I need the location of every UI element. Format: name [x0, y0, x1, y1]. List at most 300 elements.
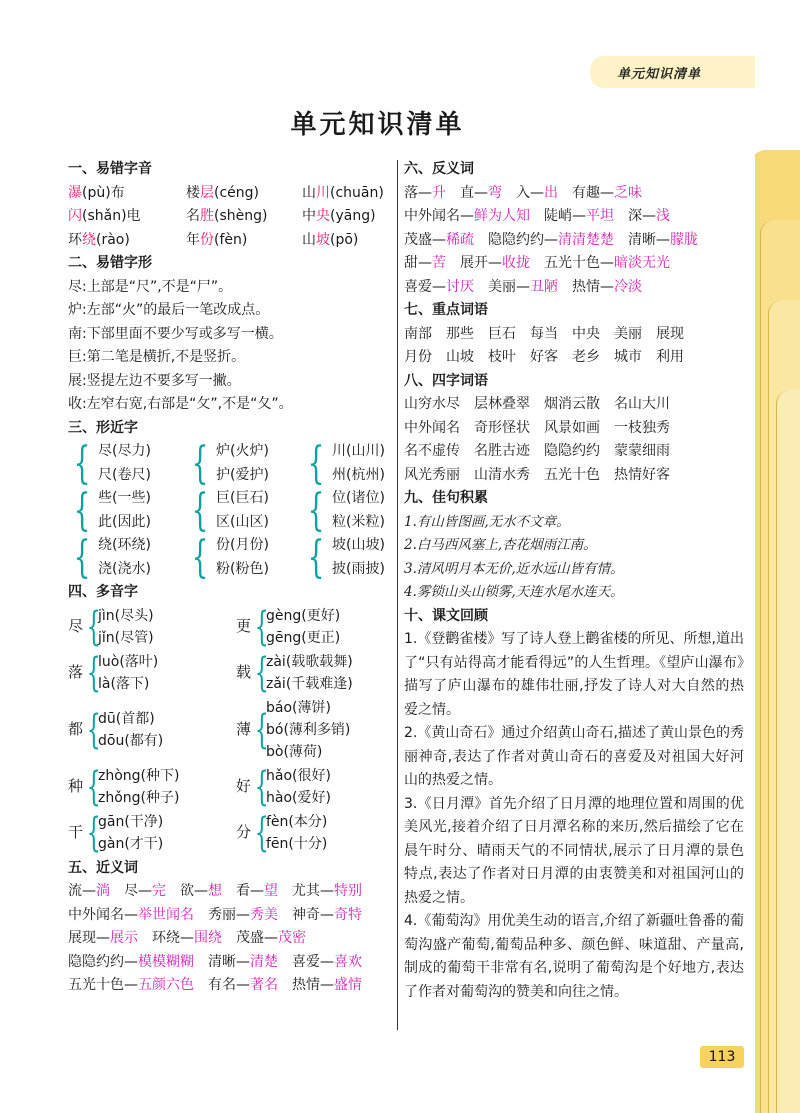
dash: —	[600, 255, 614, 271]
polyphone-item	[236, 697, 392, 763]
synonyms	[68, 880, 392, 998]
pronunciation-item	[302, 229, 392, 253]
plain-char: 山	[302, 231, 316, 248]
dash: —	[180, 930, 194, 946]
brace-icon: {	[86, 706, 101, 753]
spacer	[278, 977, 292, 993]
word: 五光十色	[544, 255, 600, 271]
word: 陡峭	[544, 208, 572, 224]
idiom-line: 山穷水尽 层林叠翠 烟消云散 名山大川	[404, 396, 670, 412]
brace-icon: {	[254, 809, 269, 856]
spacer	[138, 930, 152, 946]
word: 隐隐约约	[68, 953, 124, 970]
polyphone-char: 都	[68, 719, 84, 738]
reading: luò(落叶)	[98, 653, 159, 670]
word-pair-row	[68, 880, 392, 904]
paired-word: 著名	[250, 977, 278, 993]
spacer	[278, 883, 292, 899]
polyphone-readings	[266, 605, 340, 649]
similar-word: 区(山区)	[216, 513, 269, 530]
reading: jǐn(尽管)	[98, 629, 154, 646]
dash: —	[642, 208, 656, 224]
word: 隐隐约约	[488, 231, 544, 248]
paired-word: 盛情	[334, 977, 362, 993]
polyphone-readings	[98, 651, 158, 695]
pair-items	[332, 534, 385, 581]
polyphone-item	[68, 651, 236, 695]
similar-pair	[302, 531, 392, 583]
polyphone-char: 更	[236, 616, 252, 635]
word: 展开	[460, 255, 488, 271]
word-line: 月份 山坡 枝叶 好客 老乡 城市 利用	[404, 349, 684, 365]
word: 尽	[124, 883, 138, 899]
paired-word: 秀美	[250, 906, 278, 923]
dash: —	[432, 231, 446, 248]
paired-word: 收拢	[502, 255, 530, 271]
similar-pair	[68, 437, 186, 489]
section-heading: 九、佳句积累	[404, 490, 488, 506]
similar-word: 些(一些)	[98, 490, 151, 506]
dash: —	[124, 906, 138, 923]
dash: —	[320, 953, 334, 970]
pronunciation-item	[68, 229, 186, 253]
polyphone-readings	[98, 708, 163, 752]
spacer	[222, 930, 236, 946]
word: 流	[68, 883, 82, 899]
sentence-line: 4.雾锁山头山锁雾,天连水尾水连天。	[404, 584, 624, 600]
polyphone-item	[236, 605, 392, 649]
similar-pair	[186, 531, 302, 583]
polyphone-item	[68, 605, 236, 649]
word: 热情	[292, 977, 320, 993]
word: 中外闻名	[68, 906, 124, 923]
reading: báo(薄饼)	[266, 699, 331, 716]
paired-word: 奇特	[334, 906, 362, 923]
similar-word: 粉(粉色)	[216, 560, 269, 577]
dash: —	[432, 278, 446, 295]
polyphone-item	[236, 811, 392, 855]
paired-word: 围绕	[194, 930, 222, 946]
page-title: 单元知识清单	[290, 110, 465, 140]
dash: —	[544, 231, 558, 248]
similar-word: 此(因此)	[98, 513, 151, 530]
polyphone-char: 薄	[236, 719, 252, 738]
word: 直	[460, 184, 474, 201]
word: 欲	[180, 883, 194, 899]
highlight-char: 层	[200, 184, 214, 201]
highlight-char: 份	[200, 231, 214, 248]
dash: —	[600, 278, 614, 295]
spacer	[530, 255, 544, 271]
dash: —	[124, 977, 138, 993]
pronunciation-item	[68, 205, 186, 229]
review-paragraph: 3.《日月潭》首先介绍了日月潭的地理位置和周围的优美风光,接着介绍了日月潭名称的来历,然后描绘了它在晨午时分、晴雨天气的不同情状,展示了日月潭的景色特点,表达了作者对日月潭的由衷赞美和对祖国河山的热爱之情。	[404, 795, 744, 906]
pinyin: (yāng)	[330, 208, 376, 224]
brace-icon: {	[73, 437, 91, 489]
review-paragraph: 2.《黄山奇石》通过介绍黄山奇石,描述了黄山景色的秀丽神奇,表达了作者对黄山奇石的喜爱及对祖国大好河山的热爱之情。	[404, 725, 744, 788]
paired-word: 茂密	[278, 930, 306, 946]
polyphone-item	[68, 765, 236, 809]
polyphone-char: 干	[68, 822, 84, 841]
highlight-char: 川	[316, 184, 330, 201]
brace-icon: {	[254, 763, 269, 810]
pronunciation-list	[68, 182, 392, 253]
polyphone-item	[68, 697, 236, 763]
similar-row	[68, 484, 392, 536]
section-heading: 七、重点词语	[404, 302, 488, 318]
similar-word: 巨(巨石)	[216, 490, 269, 506]
pronunciation-row	[68, 229, 392, 253]
polyphone-char: 分	[236, 822, 252, 841]
spacer	[110, 883, 124, 899]
similar-word: 护(爱护)	[216, 466, 269, 483]
form-note: 巨:第二笔是横折,不是竖折。	[68, 349, 246, 365]
brace-icon: {	[73, 484, 91, 536]
word: 秀丽	[208, 906, 236, 923]
sentences	[404, 511, 744, 605]
spacer	[558, 279, 572, 295]
word: 五光十色	[68, 977, 124, 993]
similar-word: 炉(火炉)	[216, 443, 269, 459]
word: 尤其	[292, 883, 320, 899]
text-review	[404, 628, 744, 1004]
reading: fēn(十分)	[266, 835, 328, 852]
word-pair-row	[404, 252, 744, 276]
word: 有趣	[572, 184, 600, 201]
sentence-line: 3.清风明月本无价,近水远山皆有情。	[404, 560, 624, 577]
pair-items	[98, 440, 151, 487]
form-note: 收:左窄右宽,右部是“攵”,不是“夂”。	[68, 396, 293, 412]
dash: —	[320, 977, 334, 993]
pronunciation-item	[186, 205, 302, 229]
spacer	[558, 185, 572, 201]
dash: —	[516, 278, 530, 295]
spacer	[166, 883, 180, 899]
polyphone-readings	[266, 697, 350, 763]
paired-word: 弯	[488, 184, 502, 201]
plain-char: 楼	[186, 184, 200, 201]
reading: gèng(更好)	[266, 607, 341, 624]
paired-word: 淌	[96, 883, 110, 899]
polyphone-item	[68, 811, 236, 855]
pronunciation-item	[302, 205, 392, 229]
paired-word: 出	[544, 184, 558, 201]
reading: hào(爱好)	[266, 789, 331, 806]
word-pair-row	[404, 276, 744, 300]
section-heading: 五、近义词	[68, 859, 138, 876]
polyphone-item	[236, 765, 392, 809]
polyphone-char: 落	[68, 662, 84, 681]
paired-word: 升	[432, 184, 446, 201]
word: 展现	[68, 930, 96, 946]
paired-word: 完	[152, 883, 166, 899]
reading: gàn(才干)	[98, 835, 164, 852]
paired-word: 清清楚楚	[558, 231, 614, 248]
word: 环绕	[152, 930, 180, 946]
word-pair-row	[68, 904, 392, 928]
polyphone-readings	[266, 651, 353, 695]
antonyms	[404, 182, 744, 300]
dash: —	[460, 208, 474, 224]
pair-items	[98, 487, 151, 534]
section-heading: 一、易错字音	[68, 161, 152, 177]
brace-icon: {	[191, 437, 209, 489]
brace-icon: {	[307, 531, 325, 583]
similar-word: 披(雨披)	[332, 560, 385, 577]
dash: —	[236, 906, 250, 923]
spacer	[474, 232, 488, 248]
paired-word: 想	[208, 883, 222, 899]
word-pair-row	[404, 205, 744, 229]
word: 热情	[572, 278, 600, 295]
spacer	[194, 954, 208, 970]
word-pair-row	[404, 229, 744, 253]
right-column	[404, 158, 744, 1004]
word: 喜爱	[404, 278, 432, 295]
review-paragraph: 1.《登鹳雀楼》写了诗人登上鹳雀楼的所见、所想,道出了“只有站得高才能看得远”的人生哲理。《望庐山瀑布》描写了庐山瀑布的雄伟壮丽,抒发了诗人对大自然的热爱之情。	[404, 631, 744, 718]
word: 甜	[404, 255, 418, 271]
dash: —	[194, 883, 208, 899]
left-column	[68, 158, 392, 998]
sentence-line: 2.白马西风塞上,杏花烟雨江南。	[404, 537, 597, 553]
reading: bó(薄利多销)	[266, 721, 351, 738]
pinyin: (chuān)	[330, 184, 384, 201]
dash: —	[474, 184, 488, 201]
word-pair-row	[404, 182, 744, 206]
similar-word: 尺(卷尺)	[98, 466, 151, 483]
spacer	[614, 208, 628, 224]
spacer	[194, 977, 208, 993]
brace-icon: {	[307, 437, 325, 489]
polyphone-readings	[98, 765, 179, 809]
similar-row	[68, 531, 392, 583]
similar-word: 州(杭州)	[332, 466, 385, 483]
similar-word: 川(山川)	[332, 443, 385, 459]
word: 茂盛	[404, 231, 432, 248]
dash: —	[320, 883, 334, 899]
key-words	[404, 323, 744, 370]
polyphone-char: 好	[236, 776, 252, 795]
paired-word: 丑陋	[530, 278, 558, 295]
pair-items	[332, 440, 385, 487]
polyphone-readings	[98, 605, 154, 649]
pinyin: (shèng)	[214, 208, 268, 224]
reading: dū(首都)	[98, 710, 155, 727]
similar-pair	[302, 437, 392, 489]
polyphone-readings	[98, 811, 163, 855]
pronunciation-item	[186, 229, 302, 253]
pinyin: (rào)	[96, 231, 130, 248]
pronunciation-item	[186, 182, 302, 206]
reading: zhǒng(种子)	[98, 789, 180, 806]
reading: zhòng(种下)	[98, 767, 180, 784]
similar-pair	[68, 484, 186, 536]
form-note: 南:下部里面不要少写或多写一横。	[68, 325, 283, 342]
polyphones	[68, 605, 392, 857]
section-heading: 十、课文回顾	[404, 607, 488, 624]
word: 深	[628, 208, 642, 224]
brace-icon: {	[86, 649, 101, 696]
character-form-list	[68, 276, 392, 417]
reading: zǎi(千载难逢)	[266, 675, 353, 692]
paired-word: 举世闻名	[138, 906, 194, 923]
brace-icon: {	[86, 763, 101, 810]
similar-pair	[186, 437, 302, 489]
pinyin: (shǎn)电	[82, 208, 141, 224]
spacer	[446, 185, 460, 201]
pinyin: (céng)	[214, 184, 259, 201]
reading: bò(薄荷)	[266, 743, 323, 760]
word-pair-row	[68, 951, 392, 975]
section-heading: 二、易错字形	[68, 255, 152, 271]
paired-word: 清楚	[250, 953, 278, 970]
brace-icon: {	[73, 531, 91, 583]
word: 入	[516, 184, 530, 201]
similar-pair	[68, 531, 186, 583]
brace-icon: {	[307, 484, 325, 536]
word-line: 南部 那些 巨石 每当 中央 美丽 展现	[404, 325, 684, 342]
paired-word: 讨厌	[446, 278, 474, 295]
pinyin: (fèn)	[214, 231, 248, 248]
polyphone-readings	[266, 765, 331, 809]
similar-word: 份(月份)	[216, 537, 269, 553]
similar-pair	[186, 484, 302, 536]
reading: gēng(更正)	[266, 629, 341, 646]
plain-char: 年	[186, 231, 200, 248]
word: 神奇	[292, 906, 320, 923]
pronunciation-item	[302, 182, 392, 206]
reading: zài(载歌载舞)	[266, 653, 353, 670]
dash: —	[250, 883, 264, 899]
dash: —	[488, 255, 502, 271]
dash: —	[418, 184, 432, 201]
word: 有名	[208, 977, 236, 993]
dash: —	[572, 208, 586, 224]
polyphone-readings	[266, 811, 327, 855]
spacer	[278, 954, 292, 970]
dash: —	[96, 930, 110, 946]
brace-icon: {	[86, 809, 101, 856]
pinyin: (pù)布	[82, 184, 125, 201]
paired-word: 模模糊糊	[138, 953, 194, 970]
paired-word: 平坦	[586, 208, 614, 224]
form-note: 尽:上部是“尺”,不是“尸”。	[68, 278, 233, 295]
pair-items	[216, 534, 269, 581]
spacer	[278, 907, 292, 923]
running-header: 单元知识清单	[617, 67, 702, 82]
highlight-char: 坡	[316, 231, 330, 248]
idiom-line: 风光秀丽 山清水秀 五光十色 热情好客	[404, 466, 670, 483]
pair-items	[216, 487, 269, 534]
pronunciation-row	[68, 182, 392, 206]
pair-items	[216, 440, 269, 487]
highlight-char: 胜	[200, 208, 214, 224]
form-note: 展:竖提左边不要多写一撇。	[68, 372, 241, 389]
pronunciation-row	[68, 205, 392, 229]
similar-characters	[68, 437, 392, 583]
brace-icon: {	[254, 603, 269, 650]
similar-pair	[302, 484, 392, 536]
dash: —	[320, 906, 334, 923]
paired-word: 暗淡无光	[614, 255, 670, 271]
dash: —	[236, 977, 250, 993]
brace-icon: {	[86, 603, 101, 650]
dash: —	[138, 883, 152, 899]
paired-word: 鲜为人知	[474, 208, 530, 224]
similar-word: 位(诸位)	[332, 490, 385, 506]
word: 茂盛	[236, 930, 264, 946]
brace-icon: {	[254, 706, 269, 753]
four-character-words	[404, 393, 744, 487]
paired-word: 冷淡	[614, 278, 642, 295]
paired-word: 五颜六色	[138, 977, 194, 993]
polyphone-char: 尽	[68, 616, 84, 635]
polyphone-char: 载	[236, 662, 252, 681]
dash: —	[656, 231, 670, 248]
spacer	[474, 279, 488, 295]
section-heading: 三、形近字	[68, 419, 138, 436]
word: 看	[236, 883, 250, 899]
similar-word: 绕(环绕)	[98, 537, 151, 553]
polyphone-item	[236, 651, 392, 695]
similar-row	[68, 437, 392, 489]
sentence-line: 1.有山皆图画,无水不文章。	[404, 513, 570, 530]
brace-icon: {	[191, 531, 209, 583]
word-pair-row	[68, 927, 392, 951]
highlight-char: 绕	[82, 231, 96, 248]
spacer	[502, 185, 516, 201]
dash: —	[600, 184, 614, 201]
dash: —	[236, 953, 250, 970]
plain-char: 山	[302, 184, 316, 201]
word: 喜爱	[292, 953, 320, 970]
polyphone-char: 种	[68, 776, 84, 795]
highlight-char: 央	[316, 208, 330, 224]
dash: —	[418, 255, 432, 271]
paired-word: 特别	[334, 883, 362, 899]
paired-word: 展示	[110, 930, 138, 946]
section-heading: 四、多音字	[68, 584, 138, 600]
idiom-line: 中外闻名 奇形怪状 风景如画 一枝独秀	[404, 419, 670, 436]
plain-char: 中	[302, 208, 316, 224]
paired-word: 稀疏	[446, 231, 474, 248]
reading: jìn(尽头)	[98, 607, 154, 624]
word: 落	[404, 184, 418, 201]
similar-word: 浇(浇水)	[98, 560, 151, 577]
pair-items	[98, 534, 151, 581]
spacer	[222, 883, 236, 899]
dash: —	[264, 930, 278, 946]
highlight-char: 瀑	[68, 184, 82, 201]
spacer	[614, 232, 628, 248]
paired-word: 乏味	[614, 184, 642, 201]
reading: hǎo(很好)	[266, 767, 331, 784]
page-number: 113	[700, 1046, 744, 1068]
word-pair-row	[68, 974, 392, 998]
spacer	[530, 208, 544, 224]
similar-word: 坡(山坡)	[332, 537, 385, 553]
word: 清晰	[208, 953, 236, 970]
pronunciation-item	[68, 182, 186, 206]
paired-word: 朦胧	[670, 231, 698, 248]
dash: —	[530, 184, 544, 201]
dash: —	[124, 953, 138, 970]
spacer	[446, 255, 460, 271]
review-paragraph: 4.《葡萄沟》用优美生动的语言,介绍了新疆吐鲁番的葡萄沟盛产葡萄,葡萄品种多、颜色鲜、味道甜、产量高,制成的葡萄干非常有名,说明了葡萄沟是个好地方,表达了作者对葡萄沟的赞美和向往之情。	[404, 913, 744, 1000]
pinyin: (pō)	[330, 231, 359, 248]
spacer	[194, 907, 208, 923]
paired-word: 望	[264, 883, 278, 899]
